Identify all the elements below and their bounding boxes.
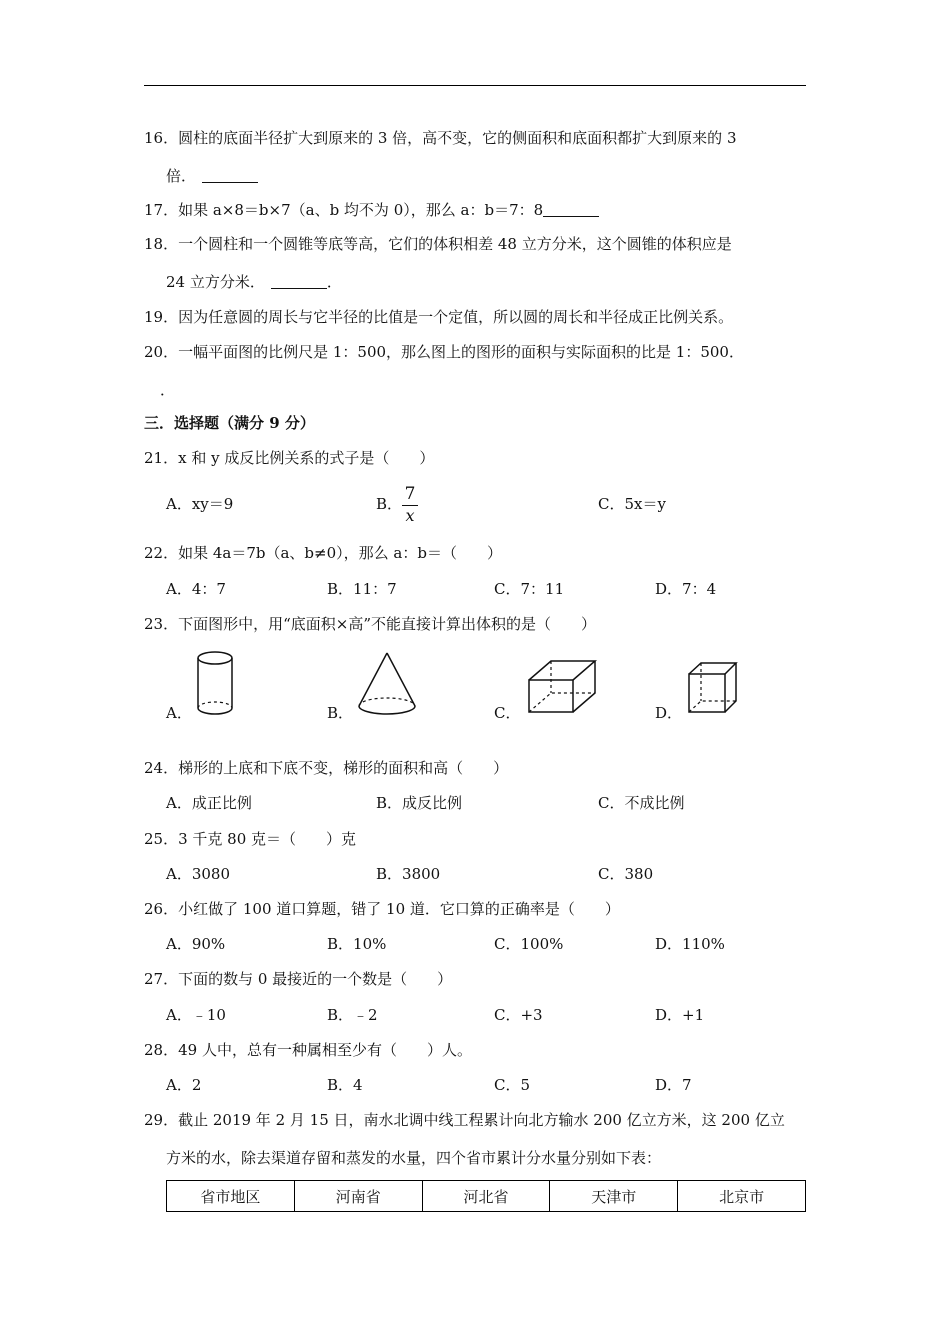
question-26-option-d[interactable]: D．110% [655, 935, 725, 953]
table-header-cell: 北京市 [678, 1181, 806, 1212]
question-21-option-a[interactable]: A．xy＝9 [166, 495, 234, 513]
question-16-line2 [166, 166, 258, 186]
question-29-line2: 方米的水，除去渠道存留和蒸发的水量，四个省市累计分水量分别如下表： [166, 1149, 662, 1167]
question-16-line1: 16．圆柱的底面半径扩大到原来的 3 倍，高不变，它的侧面积和底面积都扩大到原来的 3 [144, 129, 737, 147]
question-24: 24．梯形的上底和下底不变，梯形的面积和高（ ） [144, 759, 509, 777]
cone-figure [354, 650, 420, 720]
question-19: 19．因为任意圆的周长与它半径的比值是一个定值，所以圆的周长和半径成正比例关系。 [144, 308, 734, 326]
question-22-option-a[interactable]: A．4：7 [166, 580, 226, 598]
question-26-option-a[interactable]: A．90% [166, 935, 226, 953]
answer-blank[interactable] [202, 168, 258, 183]
question-17 [144, 200, 599, 220]
question-27: 27．下面的数与 0 最接近的一个数是（ ） [144, 970, 453, 988]
question-18-line2 [166, 272, 342, 292]
question-27-option-c[interactable]: C．+3 [494, 1006, 543, 1024]
question-18-text: 24 立方分米． [166, 273, 265, 291]
question-20-line2: ． [160, 381, 176, 399]
question-21-option-b[interactable]: B． [376, 495, 403, 513]
question-24-option-c[interactable]: C．不成比例 [598, 794, 685, 812]
fraction-denominator: x [405, 506, 415, 525]
question-28-option-d[interactable]: D．7 [655, 1076, 692, 1094]
table-header-cell: 省市地区 [167, 1181, 295, 1212]
table-header-cell: 河南省 [294, 1181, 422, 1212]
table-row [167, 1181, 806, 1212]
question-23-option-c[interactable]: C． [494, 704, 521, 722]
question-27-option-d[interactable]: D．+1 [655, 1006, 705, 1024]
question-28-option-c[interactable]: C．5 [494, 1076, 531, 1094]
question-26-option-c[interactable]: C．100% [494, 935, 564, 953]
question-18-line1: 18．一个圆柱和一个圆锥等底等高，它们的体积相差 48 立方分米，这个圆锥的体积应是 [144, 235, 732, 253]
question-23-option-a[interactable]: A． [166, 704, 192, 722]
question-21-option-c[interactable]: C．5x＝y [598, 495, 666, 513]
question-20-line1: 20．一幅平面图的比例尺是 1：500，那么图上的图形的面积与实际面积的比是 1：500． [144, 343, 744, 361]
question-16-text: 倍． [166, 167, 197, 185]
question-28-option-a[interactable]: A．2 [166, 1076, 202, 1094]
question-24-option-b[interactable]: B．成反比例 [376, 794, 463, 812]
water-distribution-table [166, 1180, 806, 1212]
question-23-option-d[interactable]: D． [655, 704, 683, 722]
table-header-cell: 河北省 [422, 1181, 550, 1212]
question-22-option-c[interactable]: C．7：11 [494, 580, 565, 598]
question-26-option-b[interactable]: B．10% [327, 935, 387, 953]
question-21: 21．x 和 y 成反比例关系的式子是（ ） [144, 449, 435, 467]
cuboid-figure [526, 658, 600, 716]
question-25-option-c[interactable]: C．380 [598, 865, 654, 883]
fraction-numerator: 7 [404, 484, 416, 504]
answer-blank[interactable] [271, 274, 327, 289]
table-header-cell: 天津市 [550, 1181, 678, 1212]
question-27-option-b[interactable]: B．﹣2 [327, 1006, 378, 1024]
question-18-end: ． [326, 273, 342, 291]
question-28: 28．49 人中，总有一种属相至少有（ ）人。 [144, 1041, 472, 1059]
question-27-option-a[interactable]: A．﹣10 [166, 1006, 226, 1024]
question-17-text: 17．如果 a×8＝b×7（a、b 均不为 0），那么 a：b＝7：8 [144, 201, 544, 219]
question-28-option-b[interactable]: B．4 [327, 1076, 363, 1094]
cube-figure [686, 660, 740, 716]
question-22-option-b[interactable]: B．11：7 [327, 580, 397, 598]
question-26: 26．小红做了 100 道口算题，错了 10 道．它口算的正确率是（ ） [144, 900, 620, 918]
question-23: 23．下面图形中，用“底面积×高”不能直接计算出体积的是（ ） [144, 615, 596, 633]
question-23-option-b[interactable]: B． [327, 704, 354, 722]
question-25-option-b[interactable]: B．3800 [376, 865, 441, 883]
question-22: 22．如果 4a＝7b（a、b≠0），那么 a：b＝（ ） [144, 544, 502, 562]
question-25: 25．3 千克 80 克＝（ ）克 [144, 830, 357, 848]
fraction [400, 484, 420, 525]
question-22-option-d[interactable]: D．7：4 [655, 580, 717, 598]
answer-blank[interactable] [543, 202, 599, 217]
cylinder-figure [194, 648, 236, 718]
header-rule [144, 85, 806, 86]
section-heading: 三．选择题（满分 9 分） [144, 414, 315, 432]
question-24-option-a[interactable]: A．成正比例 [166, 794, 252, 812]
question-25-option-a[interactable]: A．3080 [166, 865, 231, 883]
question-29-line1: 29．截止 2019 年 2 月 15 日，南水北调中线工程累计向北方输水 200 亿立方米，这 200 亿立 [144, 1111, 785, 1129]
